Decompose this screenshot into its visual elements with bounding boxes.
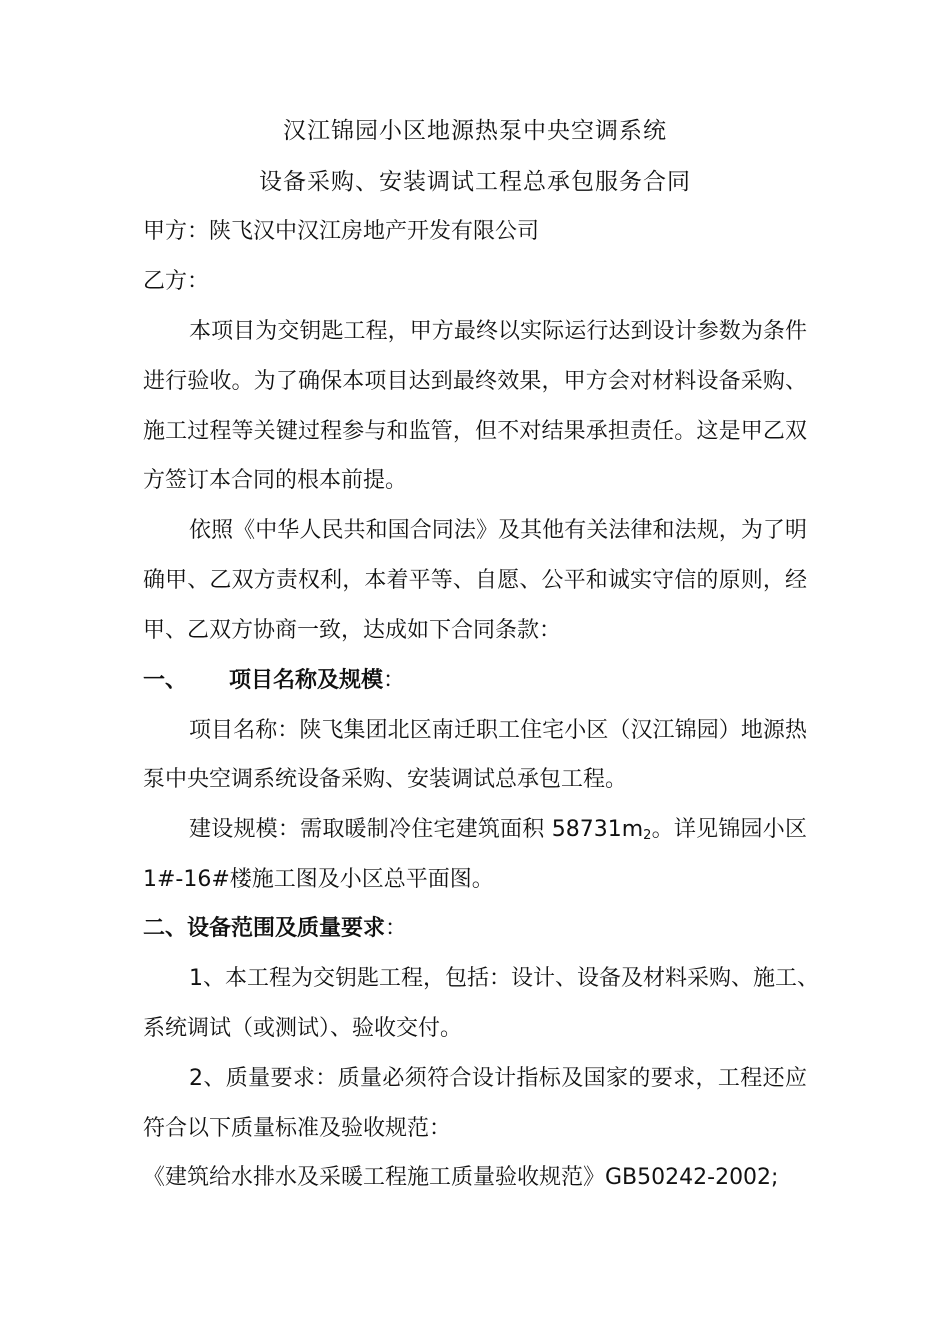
standard-reference: 《建筑给水排水及采暖工程施工质量验收规范》GB50242-2002; <box>143 1165 779 1190</box>
item2-line2: 符合以下质量标准及验收规范： <box>143 1116 452 1141</box>
intro-p1-line1: 本项目为交钥匙工程，甲方最终以实际运行达到设计参数为条件 <box>189 319 807 344</box>
document-title-line2: 设备采购、安装调试工程总承包服务合同 <box>259 169 691 195</box>
scale-subscript: 2 <box>643 828 652 843</box>
party-a: 甲方：陕飞汉中汉江房地产开发有限公司 <box>143 219 540 244</box>
intro-p2-line2: 确甲、乙双方责权利，本着平等、自愿、公平和诚实守信的原则，经 <box>143 568 807 593</box>
project-scale-line1 <box>189 816 807 850</box>
section1-heading <box>143 667 405 695</box>
section2-colon: ： <box>385 916 408 941</box>
item1-line2: 系统调试（或测试）、验收交付。 <box>143 1016 463 1041</box>
section2-title: 二、设备范围及质量要求 <box>143 916 386 941</box>
intro-p2-line1: 依照《中华人民共和国合同法》及其他有关法律和法规，为了明 <box>189 518 807 543</box>
intro-p2-line3: 甲、乙双方协商一致，达成如下合同条款： <box>143 618 562 643</box>
intro-p1-line2: 进行验收。为了确保本项目达到最终效果，甲方会对材料设备采购、 <box>143 369 807 394</box>
project-scale-line2: 1#-16#楼施工图及小区总平面图。 <box>143 867 494 892</box>
item1-line1: 1、本工程为交钥匙工程，包括：设计、设备及材料采购、施工、 <box>189 966 819 991</box>
item2-line1: 2、质量要求：质量必须符合设计指标及国家的要求，工程还应 <box>189 1066 807 1091</box>
party-b: 乙方： <box>143 269 210 294</box>
section1-colon: ： <box>383 668 406 693</box>
intro-p1-line4: 方签订本合同的根本前提。 <box>143 468 408 493</box>
project-name-line2: 泵中央空调系统设备采购、安装调试总承包工程。 <box>143 767 628 792</box>
document-title-line1: 汉江锦园小区地源热泵中央空调系统 <box>283 118 667 144</box>
scale-suffix: 。详见锦园小区 <box>651 817 807 842</box>
section1-title: 项目名称及规模 <box>229 668 384 693</box>
scale-prefix: 建设规模：需取暖制冷住宅建筑面积 58731m <box>189 817 644 842</box>
project-name-line1: 项目名称：陕飞集团北区南迁职工住宅小区（汉江锦园）地源热 <box>189 718 807 743</box>
intro-p1-line3: 施工过程等关键过程参与和监管，但不对结果承担责任。这是甲乙双 <box>143 419 807 444</box>
section1-number: 一、 <box>143 668 188 693</box>
section2-heading <box>143 915 407 943</box>
